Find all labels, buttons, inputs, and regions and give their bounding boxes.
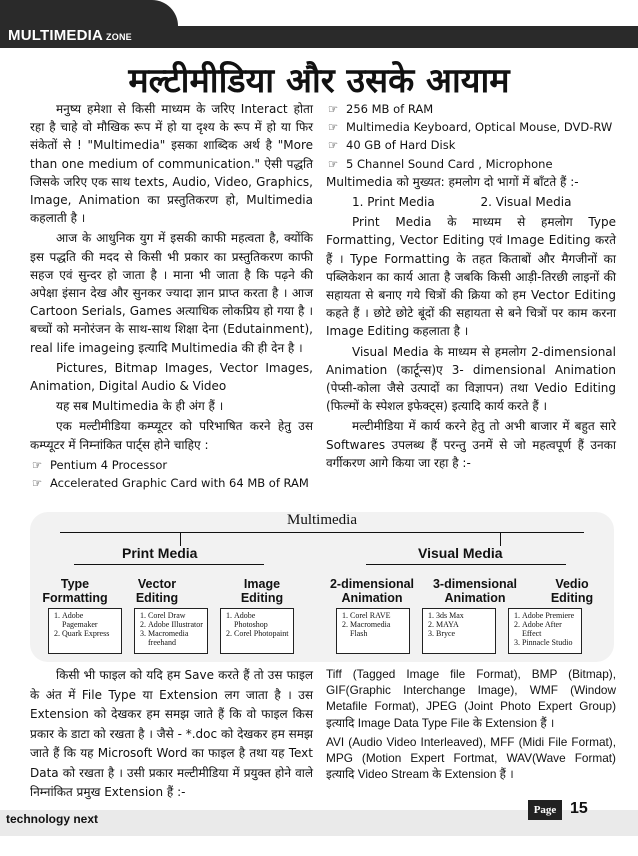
right-column: [326, 100, 616, 474]
list-item: [326, 136, 616, 154]
video-extensions: AVI (Audio Video Interleaved), MFF (Midi File Format), MPG (Motion Expert Fortmat, WAV(Wave Format) इत्यादि Video Stream के Extension हैं ।: [326, 734, 616, 782]
software-item: 3. Pinnacle Studio: [522, 638, 578, 647]
footer-text: technology next: [6, 812, 99, 826]
list-item-text: Multimedia Keyboard, Optical Mouse, DVD-RW: [346, 120, 613, 135]
category-type-formatting: Type Formatting: [42, 577, 108, 605]
list-item-text: Accelerated Graphic Card with 64 MB of RAM: [50, 476, 309, 491]
visual-media-label: Visual Media: [418, 545, 503, 561]
connector: [500, 532, 501, 546]
parts-paragraph: यह सब Multimedia के ही अंग हैं ।: [56, 399, 224, 414]
software-item: 1. Corel RAVE: [350, 611, 406, 620]
media-types-line: 1. Print Media 2. Visual Media: [352, 195, 572, 210]
extension-text: किसी भी फाइल को यदि हम Save करते हैं तो उस फाइल के अंत में File Type या Extension लग जाता है । उस Extension को देखकर हम समझ जाते हैं कि वो फाइल किस प्रकार के डाटा को रखता है । जैसे - *.doc को देखकर हम समझ जाते हैं कि यह Microsoft Word का फाइल है तथा यह Text Data को रखता है । उसी प्रकार मल्टीमीडिया में प्रयुक्त होने वाले निम्नांकित प्रमुख Extension हैं :-: [30, 668, 313, 799]
hand-pointing-icon: ☞: [327, 102, 339, 116]
page-title: मल्टीमीडिया और उसके आयाम: [128, 61, 510, 101]
importance-paragraph: आज के आधुनिक युग में इसकी काफी महत्वता है, क्योंकि इस पद्धति की मदद से किसी भी प्रकार का प्रस्तुतिकरण काफी सहज एवं सुन्दर हो जाता है । माना भी जाता है कि पढ़ने की अपेक्षा इंसान देख और सुनकर ज्यादा ज्ञान प्राप्त करता है । आज Cartoon Serials, Games अत्याधिक लोकप्रिय हो गया है । बच्चों को मनोरंजन के साथ-साथ शिक्षा देना (Edutainment), real life imageing इत्यादि Multimedia की ही देन है ।: [30, 231, 313, 355]
hand-pointing-icon: ☞: [327, 138, 339, 153]
hand-pointing-icon: ☞: [327, 120, 339, 135]
list-item-text: 5 Channel Sound Card , Microphone: [346, 156, 553, 171]
components-paragraph: Pictures, Bitmap Images, Vector Images, Animation, Digital Audio & Video: [30, 360, 313, 394]
print-media-label: Print Media: [122, 545, 198, 561]
requirements-paragraph: एक मल्टीमीडिया कम्प्यूटर को परिभाषित करने हेतु उस कम्प्यूटर में निम्नांकित पार्ट्स होने चाहिए :: [30, 419, 313, 452]
software-box-2d-animation: [336, 608, 410, 654]
hand-pointing-icon: ☞: [31, 476, 43, 491]
page-number: 15: [570, 800, 588, 817]
software-item: 1. Adobe Premiere: [522, 611, 578, 620]
software-item: 2. MAYA: [436, 620, 492, 629]
category-3d-animation: 3-dimensional Animation: [432, 577, 518, 605]
software-item: 2. Quark Express: [62, 629, 118, 638]
software-box-type-formatting: [48, 608, 122, 654]
list-item: [326, 118, 616, 136]
extension-list: [326, 666, 616, 785]
category-vedio-editing: Vedio Editing: [550, 577, 594, 605]
software-item: 3. Macromedia freehand: [148, 629, 204, 647]
category-vector-editing: Vector Editing: [135, 577, 179, 605]
list-item: [30, 456, 313, 474]
section-header: [8, 27, 132, 44]
software-box-image-editing: [220, 608, 294, 654]
extension-paragraph: [30, 666, 313, 803]
connector: [74, 564, 264, 565]
list-item: [326, 155, 616, 173]
software-item: 2. Corel Photopaint: [234, 629, 290, 638]
print-media-paragraph: Print Media के माध्यम से हमलोग Type Formatting, Vector Editing एवं Image Editing करते हैं । Type Formatting के तहत किताबों और मैगजीनों का पब्लिकेशन का कार्य आता है जबकि किसी आड़ी-तिरछी लाइनों की सहायता से बनाए गये चित्रों की क्रिया को हम Vector Editing कहते हैं । छोटे छोटे बूंदों की सहायता से बने चित्रों पर काम करना Image Editing कहलाता है ।: [326, 215, 616, 339]
category-2d-animation: 2-dimensional Animation: [329, 577, 415, 605]
connector: [366, 564, 566, 565]
division-paragraph: Multimedia को मुख्यत: हमलोग दो भागों में बाँटते हैं :-: [326, 174, 579, 189]
software-item: 3. Bryce: [436, 629, 492, 638]
software-item: 2. Adobe Illustrator: [148, 620, 204, 629]
section-zone: ZONE: [106, 32, 132, 42]
list-item-text: 256 MB of RAM: [346, 102, 434, 116]
software-item: 1. 3ds Max: [436, 611, 492, 620]
software-box-vector-editing: [134, 608, 208, 654]
category-image-editing: Image Editing: [240, 577, 284, 605]
page-label: Page: [528, 800, 562, 820]
left-column: [30, 100, 313, 492]
list-item-text: Pentium 4 Processor: [50, 457, 168, 472]
software-item: 2. Adobe After Effect: [522, 620, 578, 638]
hand-pointing-icon: ☞: [327, 156, 339, 171]
hand-pointing-icon: ☞: [31, 457, 43, 472]
image-extensions: Tiff (Tagged Image file Format), BMP (Bitmap), GIF(Graphic Interchange Image), WMF (Window Metafile Format), JPEG (Joint Photo Expert Group) इत्यादि Image Data Type File के Extension हैं ।: [326, 667, 616, 730]
diagram-root-line: [60, 532, 584, 533]
software-box-vedio-editing: [508, 608, 582, 654]
connector: [180, 532, 181, 546]
list-item-text: 40 GB of Hard Disk: [346, 138, 456, 153]
multimedia-diagram: [30, 512, 614, 662]
list-item: [30, 474, 313, 492]
software-item: 1. Corel Draw: [148, 611, 204, 620]
software-item: 1. Adobe Pagemaker: [62, 611, 118, 629]
intro-paragraph: मनुष्य हमेशा से किसी माध्यम के जरिए Interact होता रहा है चाहे वो मौखिक रूप में हो या दृश्य के रूप में हो या फिर संकेतों से ! "Multimedia" इसका शाब्दिक अर्थ है "More than one medium of communication." ऐसी पद्धति जिसके जरिए एक साथ texts, Audio, Video, Graphics, Image, Animation का प्रस्तुतिकरण हो, Multimedia कहलाती है ।: [30, 102, 313, 226]
software-item: 1. Adobe Photoshop: [234, 611, 290, 629]
list-item: [326, 100, 616, 118]
software-item: 2. Macromedia Flash: [350, 620, 406, 638]
diagram-title: Multimedia: [287, 512, 357, 528]
software-box-3d-animation: [422, 608, 496, 654]
software-paragraph: मल्टीमीडिया में कार्य करने हेतु तो अभी बाजार में बहुत सारे Softwares उपलब्ध हैं परन्तु उनमें से जो महत्वपूर्ण हैं उनका वर्गीकरण आगे किया जा रहा है :-: [326, 419, 616, 470]
visual-media-paragraph: Visual Media के माध्यम से हमलोग 2-dimensional Animation (कार्टून्स)ए 3- dimensional Animation (पेप्सी-कोला जैसे उत्पादों का विज्ञापन) तथा Vedio Editing (फिल्मों के स्पेशल इफेक्ट्स) इत्यादि कार्य करते हैं ।: [326, 344, 616, 414]
section-name: MULTIMEDIA: [8, 27, 104, 44]
